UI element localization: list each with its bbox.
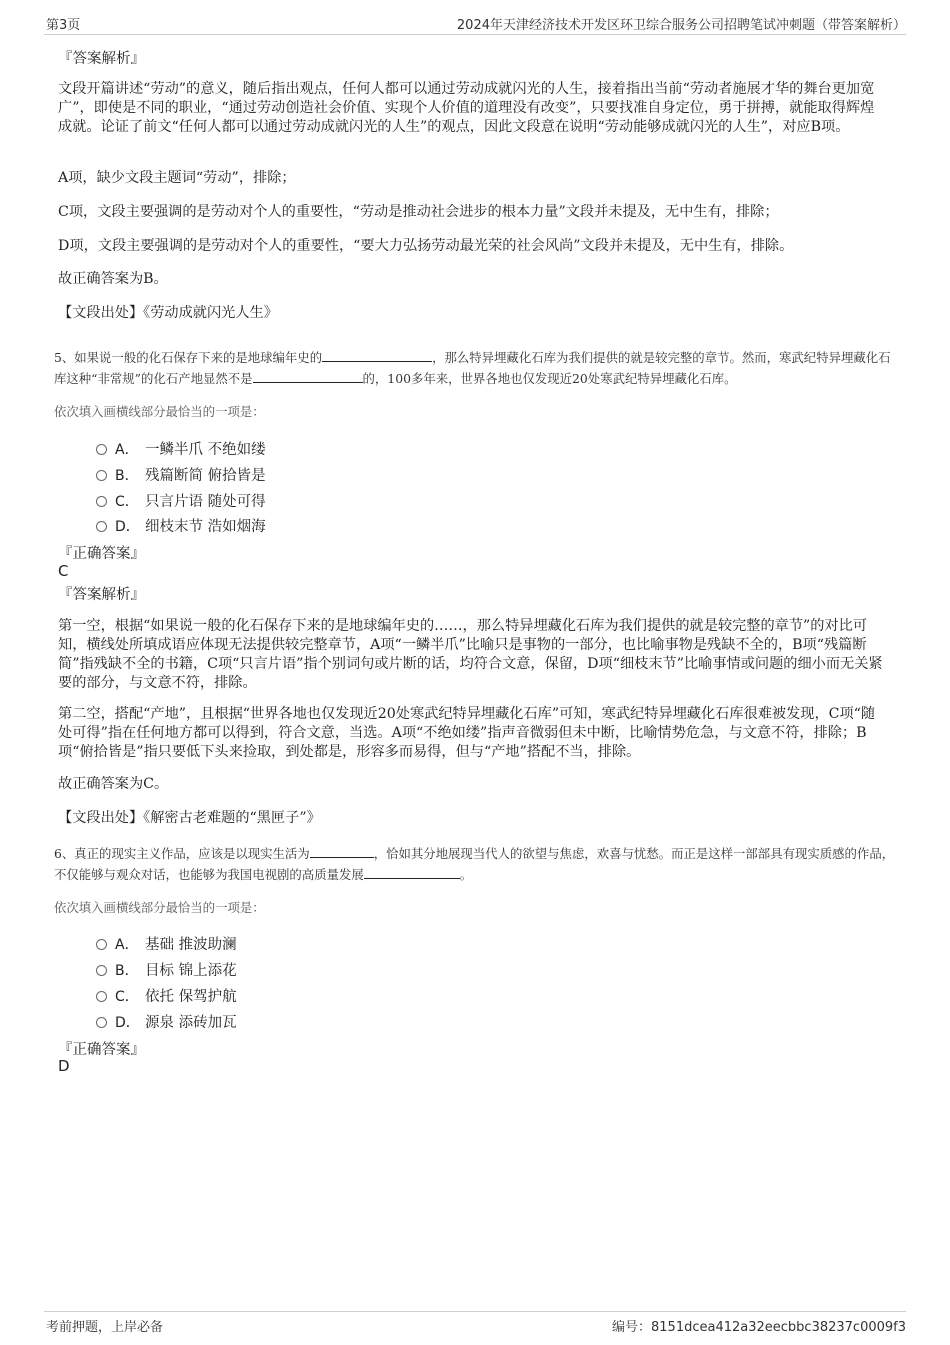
analysis-paragraph: 第二空，搭配“产地”，且根据“世界各地也仅发现近20处寒武纪特异埋藏化石库”可知，寒武纪特异埋藏化石库很难被发现，C项“随处可得”指在任何地方都可以得到，符合文意，当选。A项“不绝如缕”指声音微弱但未中断，比喻情势危急，与文意不符，排除；B项“俯拾皆是”指只要低下头来捡取，到处都是，形容多而易得，但与“产地”搭配不当，排除。 [58, 706, 876, 760]
analysis-conclusion: 故正确答案为B。 [58, 271, 168, 287]
question-6-stem: 6、真正的现实主义作品，应该是以现实生活为 ，恰如其分地展现当代人的欲望与焦虑，欢喜与忧愁。而正是这样一部部具有现实质感的作品，不仅能够与观众对话，也能够为我国电视剧的高质量发展 。 [54, 846, 895, 882]
question-prompt: 依次填入画横线部分最恰当的一项是： [54, 900, 265, 915]
analysis-label: 『答案解析』 [58, 587, 145, 603]
document-serial: 编号：8151dcea412a32eecbbc38237c0009f3 [612, 1320, 906, 1335]
radio-button[interactable] [96, 991, 107, 1002]
question-5-stem: 5、如果说一般的化石保存下来的是地球编年史的 ，那么特异埋藏化石库为我们提供的就是较完整的章节。然而，寒武纪特异埋藏化石库这种“非常规”的化石产地显然不是 的，100多年来，世界各地也仅发现近20处寒武纪特异埋藏化石库。 [54, 350, 891, 386]
analysis-conclusion: 故正确答案为C。 [58, 776, 169, 792]
correct-answer-label: 『正确答案』 [58, 546, 145, 562]
page-footer [44, 1311, 906, 1336]
radio-button[interactable] [96, 965, 107, 976]
option-d[interactable]: D． 细枝末节 浩如烟海 [96, 515, 266, 535]
analysis-paragraph: 文段开篇讲述“劳动”的意义，随后指出观点，任何人都可以通过劳动成就闪光的人生，接着指出当前“劳动者施展才华的舞台更加宽广”，即使是不同的职业，“通过劳动创造社会价值、实现个人价值的道理没有改变”，只要找准自身定位，勇于拼搏，就能取得辉煌成就。论证了前文“任何人都可以通过劳动成就闪光的人生”的观点，因此文段意在说明“劳动能够成就闪光的人生”，对应B项。 [58, 81, 875, 135]
analysis-paragraph: 第一空，根据“如果说一般的化石保存下来的是地球编年史的……，那么特异埋藏化石库为我们提供的就是较完整的章节”的对比可知，横线处所填成语应体现无法提供较完整章节，A项“一鳞半爪”比喻只是事物的一部分，也比喻事物是残缺不全的，B项“残篇断简”指残缺不全的书籍，C项“只言片语”指个别词句或片断的话，均符合文意，保留，D项“细枝末节”比喻事情或问题的细小而无关紧要的部分，与文意不符，排除。 [58, 618, 883, 691]
analysis-paragraph: D项，文段主要强调的是劳动对个人的重要性，“要大力弘扬劳动最光荣的社会风尚”文段并未提及，无中生有，排除。 [58, 238, 794, 254]
correct-answer-label: 『正确答案』 [58, 1042, 145, 1058]
option-d[interactable]: D． 源泉 添砖加瓦 [96, 1011, 237, 1031]
fill-blank [253, 369, 363, 383]
analysis-label: 『答案解析』 [58, 51, 145, 67]
analysis-paragraph: A项，缺少文段主题词“劳动”，排除； [58, 170, 296, 186]
fill-blank [322, 348, 432, 362]
question-prompt: 依次填入画横线部分最恰当的一项是： [54, 404, 265, 419]
option-c[interactable]: C． 只言片语 随处可得 [96, 490, 266, 510]
correct-answer: D [58, 1057, 70, 1075]
radio-button[interactable] [96, 939, 107, 950]
document-title: 2024年天津经济技术开发区环卫综合服务公司招聘笔试冲刺题（带答案解析） [456, 18, 906, 33]
radio-button[interactable] [96, 470, 107, 481]
option-a[interactable]: A． 一鳞半爪 不绝如缕 [96, 438, 266, 458]
radio-button[interactable] [96, 521, 107, 532]
page-number: 第3页 [46, 18, 81, 33]
fill-blank [364, 865, 460, 879]
analysis-paragraph: C项，文段主要强调的是劳动对个人的重要性，“劳动是推动社会进步的根本力量”文段并未提及，无中生有，排除； [58, 204, 779, 220]
option-b[interactable]: B． 残篇断简 俯拾皆是 [96, 464, 266, 484]
source-citation: 【文段出处】《解密古老难题的“黑匣子”》 [58, 810, 321, 826]
correct-answer: C [58, 562, 69, 580]
source-citation: 【文段出处】《劳动成就闪光人生》 [58, 305, 278, 321]
radio-button[interactable] [96, 496, 107, 507]
footer-slogan: 考前押题，上岸必备 [46, 1320, 164, 1335]
option-a[interactable]: A． 基础 推波助澜 [96, 933, 237, 953]
radio-button[interactable] [96, 1017, 107, 1028]
fill-blank [310, 844, 374, 858]
page-header [44, 12, 906, 35]
option-b[interactable]: B． 目标 锦上添花 [96, 959, 237, 979]
option-c[interactable]: C． 依托 保驾护航 [96, 985, 237, 1005]
radio-button[interactable] [96, 444, 107, 455]
